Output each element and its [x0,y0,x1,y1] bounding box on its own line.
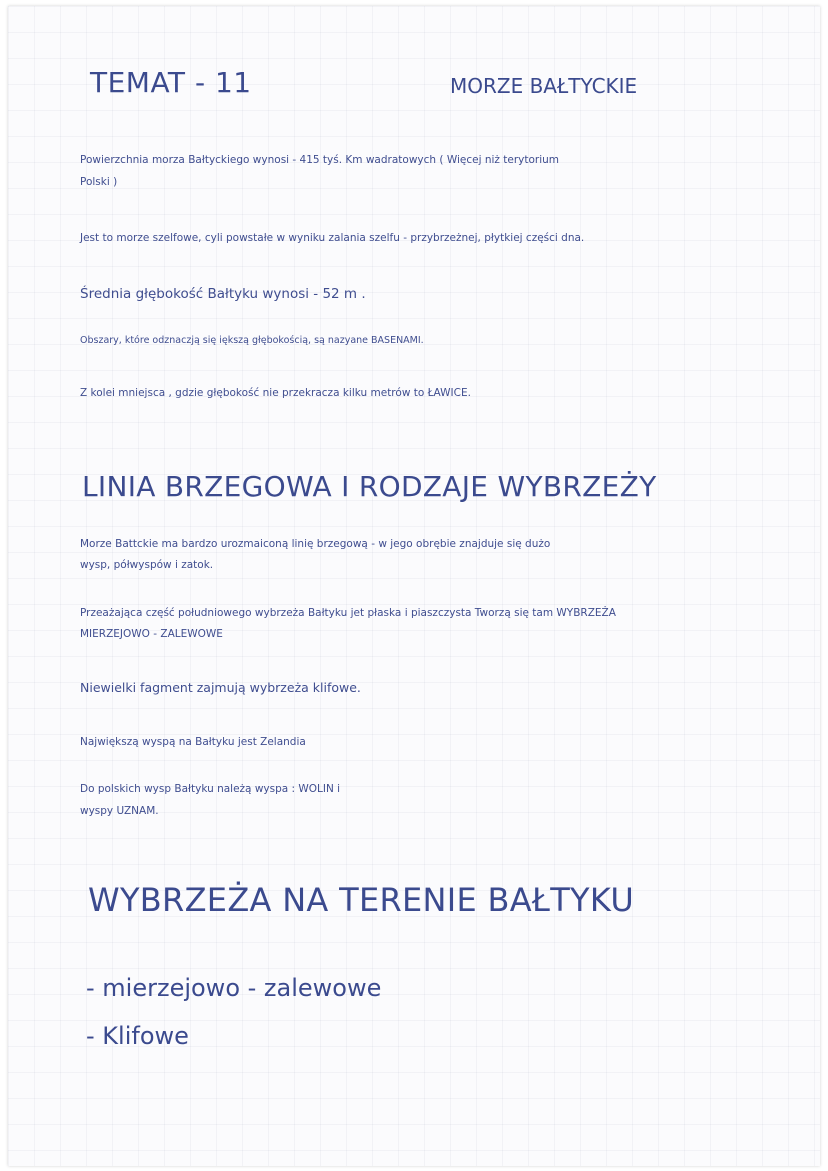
cliff-coast-text: Niewielki fagment zajmują wybrzeża klifowe. [80,680,361,695]
coast-types-heading: WYBRZEŻA NA TERENIE BAŁTYKU [88,881,635,919]
basins-text: Obszary, które odznaczją się iększą głębokością, są nazyane BASENAMI. [80,335,424,346]
coastline-text-line-1: Morze Battckie ma bardzo urozmaiconą linię brzegową - w jego obrębie znajduje się dużo [80,538,551,550]
area-text-line-2: Polski ) [80,176,118,188]
coast-type-item: - mierzejowo - zalewowe [86,974,382,1002]
area-text-line-1: Powierzchnia morza Bałtyckiego wynosi - 415 tyś. Km wadratowych ( Więcej niż terytorium [80,154,560,166]
coastline-heading: LINIA BRZEGOWA I RODZAJE WYBRZEŻY [82,470,657,503]
shoals-text: Z kolei mniejsca , gdzie głębokość nie przekracza kilku metrów to ŁAWICE. [80,387,471,399]
topic-number: TEMAT - 11 [90,66,252,99]
polish-islands-text-line-2: wyspy UZNAM. [80,805,159,817]
coast-type-item: - Klifowe [86,1022,189,1050]
average-depth-text: Średnia głębokość Bałtyku wynosi - 52 m . [80,286,366,302]
topic-title: MORZE BAŁTYCKIE [450,74,638,98]
polish-islands-text-line-1: Do polskich wysp Bałtyku należą wyspa : WOLIN i [80,783,341,795]
shelf-sea-text: Jest to morze szelfowe, cyli powstałe w wyniku zalania szelfu - przybrzeżnej, płytkiej części dna. [80,232,585,244]
south-coast-text-line-1: Przeażająca część południowego wybrzeża Bałtyku jet płaska i piaszczysta Tworzą się tam WYBRZEŻA [80,607,616,619]
coastline-text-line-2: wysp, półwyspów i zatok. [80,559,214,571]
document-page [8,6,820,1166]
largest-island-text: Największą wyspą na Bałtyku jest Zelandia [80,736,306,748]
south-coast-text-line-2: MIERZEJOWO - ZALEWOWE [80,628,223,640]
